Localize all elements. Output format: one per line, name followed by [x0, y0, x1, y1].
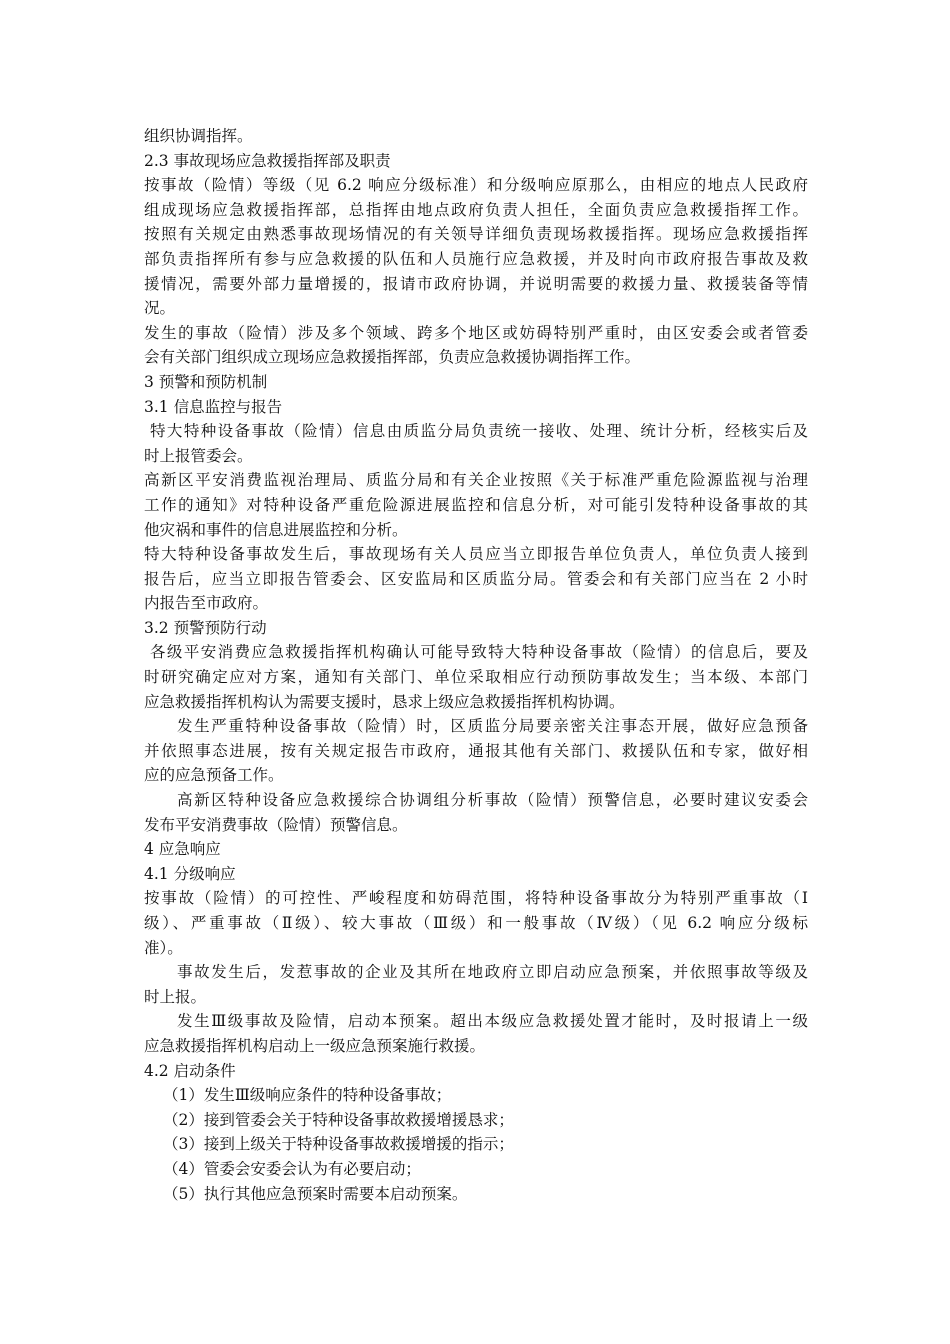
text-line: 4.2 启动条件	[144, 1061, 236, 1080]
text-line: （2）接到管委会关于特种设备事故救援增援恳求；	[163, 1110, 514, 1129]
text-line: 发布平安消费事故（险情）预警信息。	[144, 815, 408, 834]
text-line: 事故发生后，发惹事故的企业及其所在地政府立即启动应急预案，并依照事故等级及	[177, 963, 808, 982]
text-line: 发生的事故（险情）涉及多个领域、跨多个地区或妨碍特别严重时，由区安委会或者管委	[144, 323, 808, 342]
text-line: 按事故（险情）等级（见 6.2 响应分级标准）和分级响应原那么，由相应的地点人民政府	[144, 176, 808, 195]
text-line: 并依照事态进展，按有关规定报告市政府，通报其他有关部门、救援队伍和专家，做好相	[144, 741, 808, 760]
text-line: 准）。	[144, 938, 183, 957]
text-line: 组织协调指挥。	[144, 127, 253, 145]
document-body	[144, 124, 808, 1206]
text-line: 时上报管委会。	[144, 446, 253, 465]
text-line: 特大特种设备事故（险情）信息由质监分局负责统一接收、处理、统计分析，经核实后及	[150, 422, 808, 441]
text-line: 特大特种设备事故发生后，事故现场有关人员应当立即报告单位负责人，单位负责人接到	[144, 545, 808, 564]
text-line: 应急救援指挥机构认为需要支援时，恳求上级应急救援指挥机构协调。	[144, 692, 625, 711]
text-line: 组成现场应急救援指挥部，总指挥由地点政府负责人担任，全面负责应急救援指挥工作。	[144, 200, 808, 219]
text-line: （4）管委会安委会认为有必要启动；	[163, 1159, 421, 1178]
text-line: 3.2 预警预防行动	[144, 618, 267, 637]
text-line: 他灾祸和事件的信息进展监控和分析。	[144, 520, 408, 539]
text-line: 工作的通知》对特种设备严重危险源进展监控和信息分析，对可能引发特种设备事故的其	[144, 495, 808, 514]
text-line: 会有关部门组织成立现场应急救援指挥部，负责应急救援协调指挥工作。	[144, 348, 641, 367]
text-line: （3）接到上级关于特种设备事故救援增援的指示；	[163, 1135, 514, 1154]
text-line: 按照有关规定由熟悉事故现场情况的有关领导详细负责现场救援指挥。现场应急救援指挥	[144, 225, 808, 244]
text-line: （5）执行其他应急预案时需要本启动预案。	[163, 1184, 468, 1203]
text-line: 3.1 信息监控与报告	[144, 397, 283, 416]
text-line: 部负责指挥所有参与应急救援的队伍和人员施行应急救援，并及时向市政府报告事故及救	[144, 249, 808, 268]
text-line: 各级平安消费应急救援指挥机构确认可能导致特大特种设备事故（险情）的信息后，要及	[150, 643, 808, 662]
text-line: 4 应急响应	[144, 840, 221, 859]
text-line: （1）发生Ⅲ级响应条件的特种设备事故；	[163, 1086, 452, 1105]
text-line: 级）、严重事故（Ⅱ级）、较大事故（Ⅲ级）和一般事故（Ⅳ级）（见 6.2 响应分级标	[144, 914, 808, 932]
text-line: 时上报。	[144, 987, 207, 1006]
text-line: 发生严重特种设备事故（险情）时，区质监分局要亲密关注事态开展，做好应急预备	[177, 717, 808, 736]
text-line: 高新区平安消费监视治理局、质监分局和有关企业按照《关于标准严重危险源监视与治理	[144, 471, 808, 490]
text-line: 2.3 事故现场应急救援指挥部及职责	[144, 151, 391, 170]
text-line: 应急救援指挥机构启动上一级应急预案施行救援。	[144, 1036, 486, 1055]
text-line: 报告后，应当立即报告管委会、区安监局和区质监分局。管委会和有关部门应当在 2 小时	[144, 569, 808, 588]
text-line: 高新区特种设备应急救援综合协调组分析事故（险情）预警信息，必要时建议安委会	[177, 791, 808, 810]
text-line: 内报告至市政府。	[144, 594, 269, 613]
text-line: 应的应急预备工作。	[144, 766, 284, 785]
text-line: 4.1 分级响应	[144, 864, 236, 883]
text-line: 发生Ⅲ级事故及险情，启动本预案。超出本级应急救援处置才能时，及时报请上一级	[177, 1012, 808, 1031]
text-line: 况。	[144, 299, 176, 318]
text-line: 时研究确定应对方案，通知有关部门、单位采取相应行动预防事故发生；当本级、本部门	[144, 668, 808, 687]
text-line: 按事故（险情）的可控性、严峻程度和妨碍范围，将特种设备事故分为特别严重事故（Ⅰ	[144, 889, 808, 908]
text-line: 3 预警和预防机制	[144, 372, 268, 391]
text-line: 援情况，需要外部力量增援的，报请市政府协调，并说明需要的救援力量、救援装备等情	[144, 274, 808, 293]
